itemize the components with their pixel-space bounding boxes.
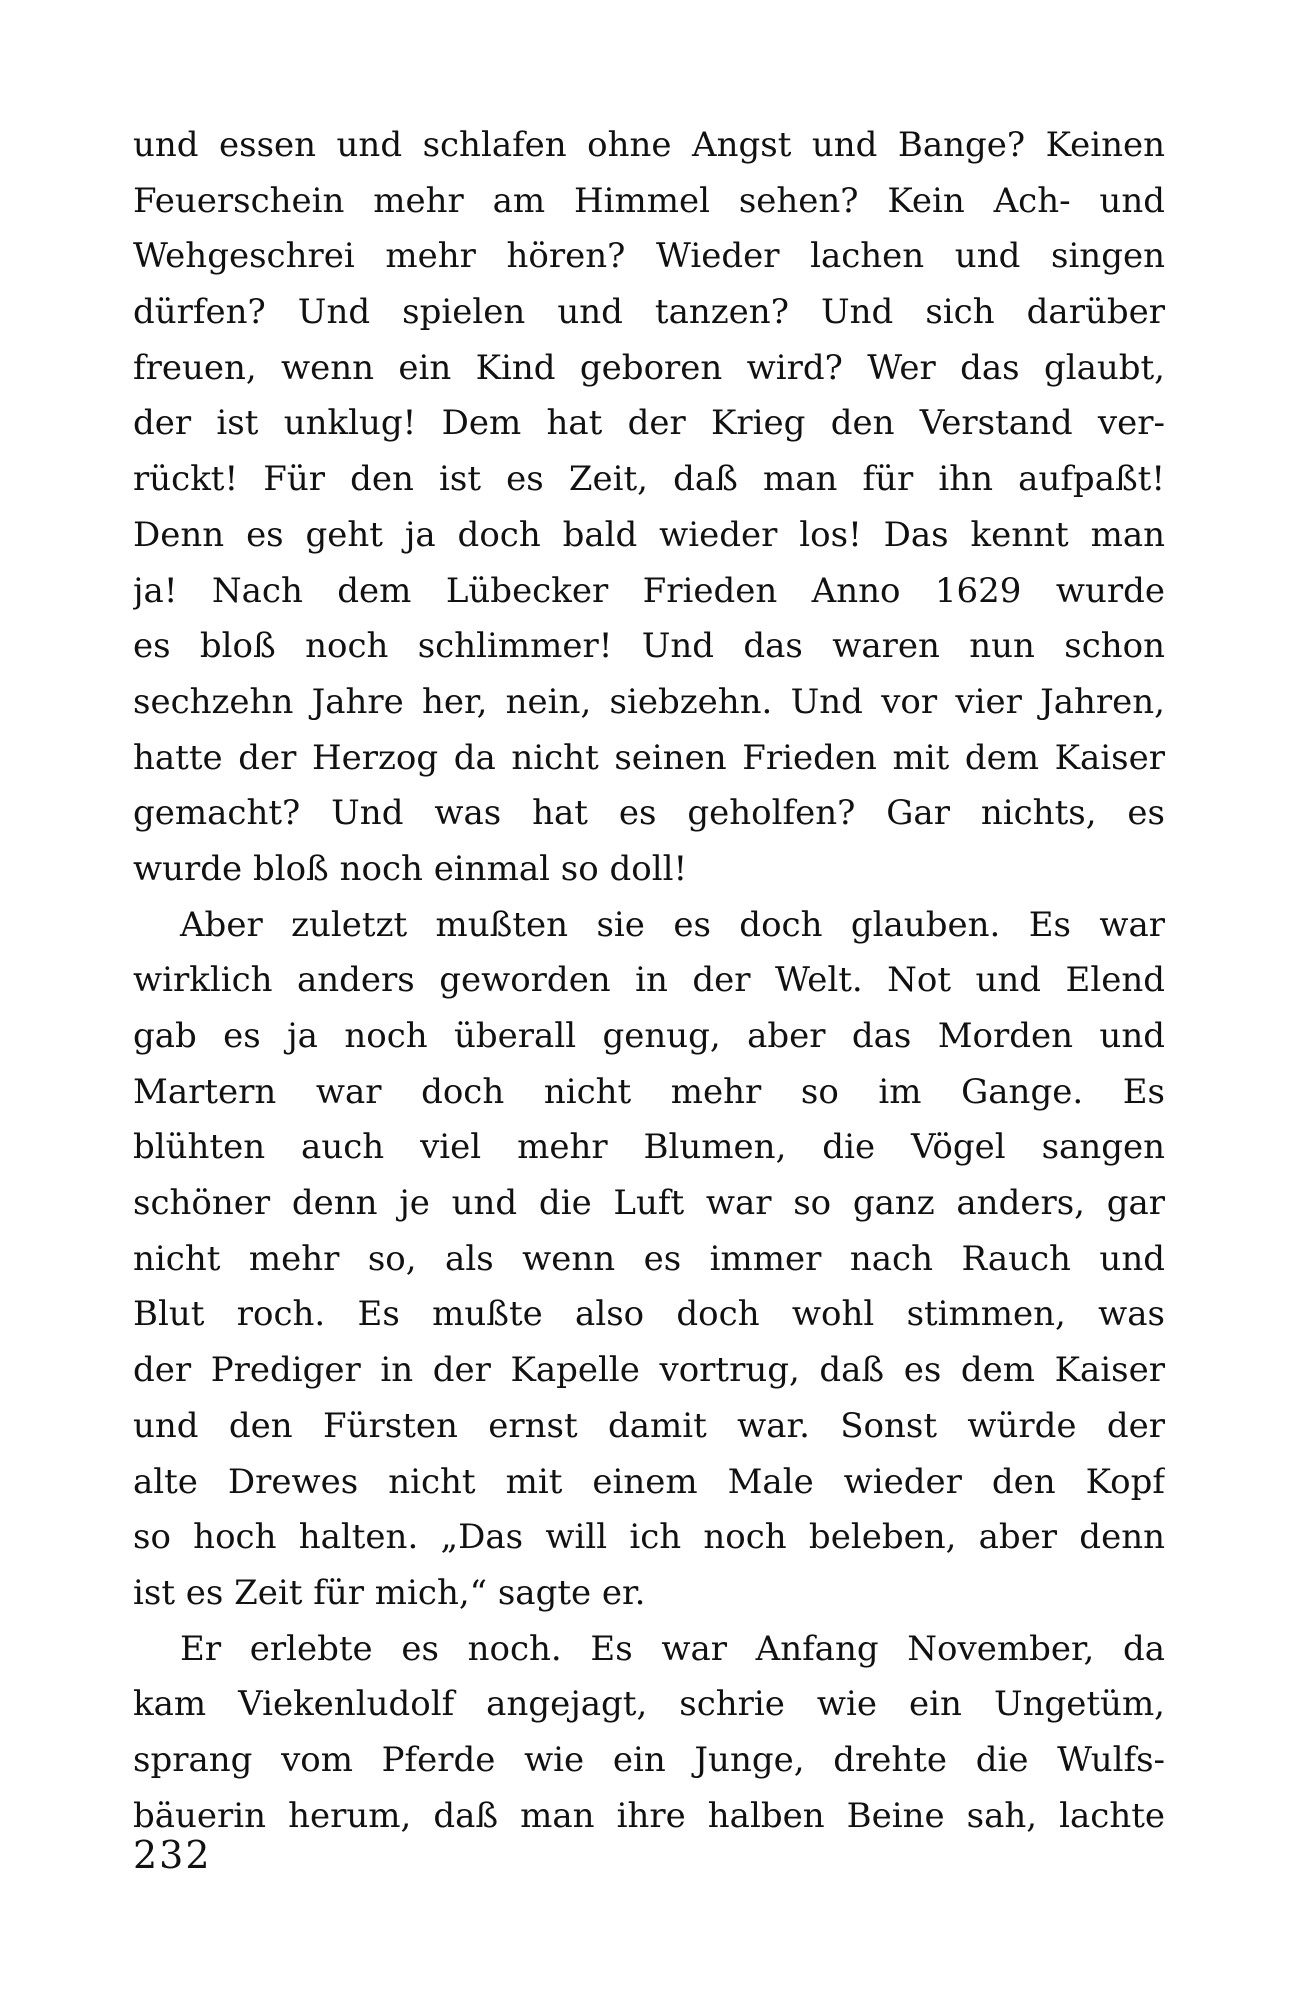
text-line: wurde bloß noch einmal so doll! <box>133 848 688 889</box>
text-line: freuen, wenn ein Kind geboren wird? Wer das glaubt, <box>133 347 1165 388</box>
text-line: blühten auch viel mehr Blumen, die Vögel sangen <box>133 1127 1165 1168</box>
paragraph-1 <box>133 118 1165 898</box>
text-line: schöner denn je und die Luft war so ganz anders, gar <box>133 1183 1165 1224</box>
text-line: Er erlebte es noch. Es war Anfang November, da <box>180 1628 1165 1669</box>
text-line: ist es Zeit für mich,“ sagte er. <box>133 1572 646 1613</box>
paragraph-3 <box>133 1622 1165 1845</box>
text-line: Wehgeschrei mehr hören? Wieder lachen und singen <box>133 236 1165 277</box>
text-line: Denn es geht ja doch bald wieder los! Das kennt man <box>133 514 1165 555</box>
text-line: dürfen? Und spielen und tanzen? Und sich darüber <box>133 292 1165 333</box>
page-number: 232 <box>133 1833 212 1877</box>
text-line: der Prediger in der Kapelle vortrug, daß es dem Kaiser <box>133 1350 1165 1391</box>
text-line: ja! Nach dem Lübecker Frieden Anno 1629 wurde <box>133 570 1165 611</box>
text-line: bäuerin herum, daß man ihre halben Beine sah, lachte <box>133 1795 1165 1836</box>
text-line: sprang vom Pferde wie ein Junge, drehte die Wulfs- <box>133 1739 1165 1780</box>
text-line: sechzehn Jahre her, nein, siebzehn. Und vor vier Jahren, <box>133 681 1165 722</box>
text-line: hatte der Herzog da nicht seinen Frieden mit dem Kaiser <box>133 737 1165 778</box>
text-line: es bloß noch schlimmer! Und das waren nun schon <box>133 626 1165 667</box>
text-line: und essen und schlafen ohne Angst und Bange? Keinen <box>133 125 1165 165</box>
text-line: und den Fürsten ernst damit war. Sonst würde der <box>133 1405 1165 1446</box>
text-line: rückt! Für den ist es Zeit, daß man für ihn aufpaßt! <box>133 459 1165 500</box>
text-line: der ist unklug! Dem hat der Krieg den Verstand ver- <box>133 403 1165 444</box>
text-line: alte Drewes nicht mit einem Male wieder den Kopf <box>133 1461 1165 1502</box>
text-line: so hoch halten. „Das will ich noch beleben, aber denn <box>133 1517 1165 1558</box>
body-text <box>133 118 1165 1844</box>
text-line: kam Viekenludolf angejagt, schrie wie ein Ungetüm, <box>133 1684 1165 1725</box>
text-line: nicht mehr so, als wenn es immer nach Rauch und <box>133 1238 1165 1279</box>
text-line: Blut roch. Es mußte also doch wohl stimmen, was <box>133 1294 1165 1335</box>
text-line: wirklich anders geworden in der Welt. Not und Elend <box>133 960 1165 1001</box>
text-line: gab es ja noch überall genug, aber das Morden und <box>133 1016 1165 1056</box>
text-line: Martern war doch nicht mehr so im Gange. Es <box>133 1071 1165 1112</box>
text-line: Feuerschein mehr am Himmel sehen? Kein Ach- und <box>133 180 1165 221</box>
text-line: gemacht? Und was hat es geholfen? Gar nichts, es <box>133 793 1165 834</box>
paragraph-2 <box>133 898 1165 1622</box>
text-line: Aber zuletzt mußten sie es doch glauben. Es war <box>180 904 1165 945</box>
